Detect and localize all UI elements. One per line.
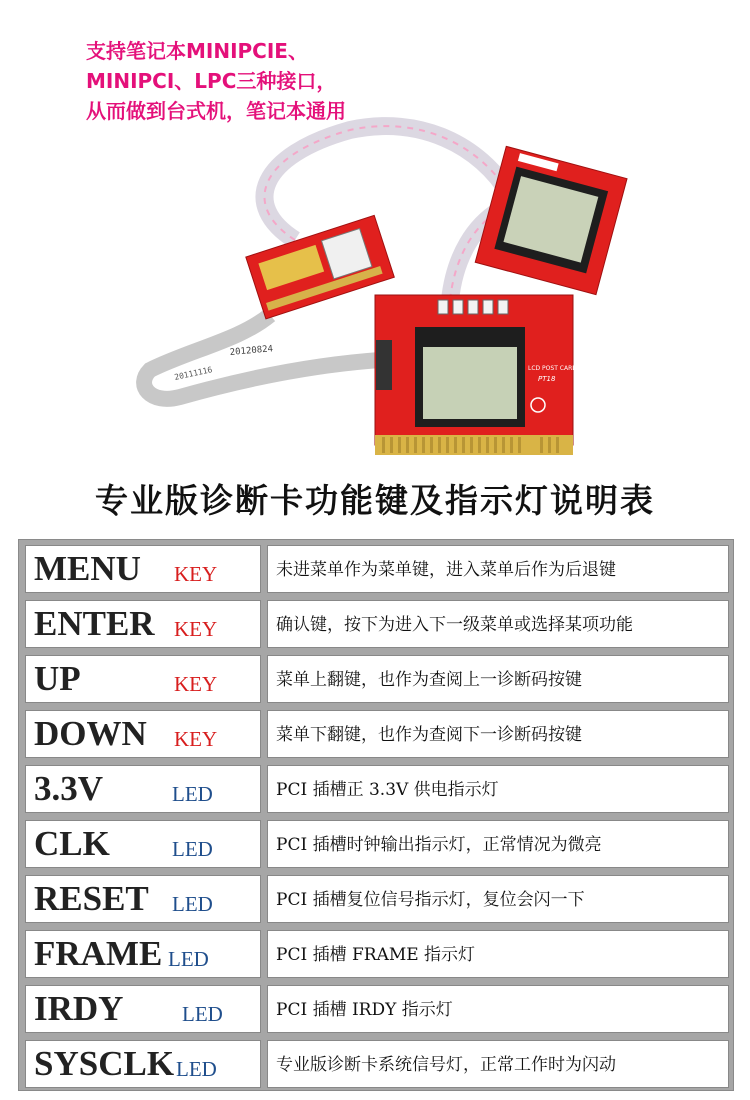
description-cell <box>267 600 729 648</box>
table-row <box>25 820 729 868</box>
key-name-cell <box>25 655 261 703</box>
description-cell <box>267 985 729 1033</box>
key-name-cell <box>25 820 261 868</box>
table-row <box>25 655 729 703</box>
date-code-2: 20111116 <box>173 365 214 382</box>
table-row <box>25 985 729 1033</box>
description-text: 确认键，按下为进入下一级菜单或选择某项功能 <box>276 615 633 635</box>
promo-line-2: MINIPCI、LPC三种接口， <box>86 69 337 93</box>
description-text: PCI 插槽正 3.3V 供电指示灯 <box>276 780 499 800</box>
promo-line-1: 支持笔记本MINIPCIE、 <box>86 39 308 63</box>
key-name-cell <box>25 1040 261 1088</box>
key-name-cell <box>25 985 261 1033</box>
key-name: 3.3V <box>34 769 104 808</box>
table-row <box>25 765 729 813</box>
table-row <box>25 545 729 593</box>
description-text: 专业版诊断卡系统信号灯，正常工作时为闪动 <box>276 1055 616 1075</box>
key-name-cell <box>25 875 261 923</box>
type-tag: LED <box>182 1002 223 1026</box>
adapter-board <box>246 215 394 319</box>
description-text: 菜单上翻键，也作为查阅上一诊断码按键 <box>276 670 582 690</box>
key-name-cell <box>25 765 261 813</box>
description-cell <box>267 1040 729 1088</box>
description-cell <box>267 765 729 813</box>
description-cell <box>267 655 729 703</box>
key-name-cell <box>25 600 261 648</box>
type-tag: KEY <box>174 727 218 751</box>
key-name: MENU <box>34 549 141 588</box>
description-text: PCI 插槽 IRDY 指示灯 <box>276 1000 453 1020</box>
table-row <box>25 600 729 648</box>
ribbon-cable-bottom <box>144 315 380 399</box>
board-label: LCD POST CARD <box>528 365 577 372</box>
function-key-table <box>18 539 734 1091</box>
key-name: CLK <box>34 824 110 863</box>
type-tag: LED <box>172 782 213 806</box>
table-row <box>25 875 729 923</box>
type-tag: KEY <box>174 617 218 641</box>
type-tag: LED <box>176 1057 217 1081</box>
description-cell <box>267 930 729 978</box>
description-text: 菜单下翻键，也作为查阅下一诊断码按键 <box>276 725 582 745</box>
type-tag: LED <box>172 837 213 861</box>
page-title: 专业版诊断卡功能键及指示灯说明表 <box>95 481 655 520</box>
description-text: PCI 插槽 FRAME 指示灯 <box>276 945 476 965</box>
board-model: PT18 <box>538 375 556 383</box>
type-tag: KEY <box>174 562 218 586</box>
promo-line-3: 从而做到台式机，笔记本通用 <box>86 99 346 123</box>
key-name-cell <box>25 930 261 978</box>
key-name: ENTER <box>34 604 155 643</box>
description-text: PCI 插槽时钟输出指示灯，正常情况为微亮 <box>276 835 602 855</box>
promo-text <box>86 36 346 126</box>
table-row <box>25 710 729 758</box>
key-name-cell <box>25 545 261 593</box>
key-name: RESET <box>34 879 149 918</box>
key-name: UP <box>34 659 81 698</box>
type-tag: LED <box>172 892 213 916</box>
date-code-1: 20120824 <box>229 344 274 358</box>
type-tag: KEY <box>174 672 218 696</box>
pci-card <box>375 295 577 455</box>
key-name: IRDY <box>34 989 124 1028</box>
description-cell <box>267 820 729 868</box>
key-name: DOWN <box>34 714 147 753</box>
description-cell <box>267 710 729 758</box>
description-text: 未进菜单作为菜单键，进入菜单后作为后退键 <box>276 560 616 580</box>
key-name-cell <box>25 710 261 758</box>
key-name: FRAME <box>34 934 163 973</box>
product-photo <box>120 115 640 465</box>
description-cell <box>267 545 729 593</box>
description-text: PCI 插槽复位信号指示灯，复位会闪一下 <box>276 890 585 910</box>
table-row <box>25 1040 729 1088</box>
key-name: SYSCLK <box>34 1044 175 1083</box>
description-cell <box>267 875 729 923</box>
type-tag: LED <box>168 947 209 971</box>
table-row <box>25 930 729 978</box>
